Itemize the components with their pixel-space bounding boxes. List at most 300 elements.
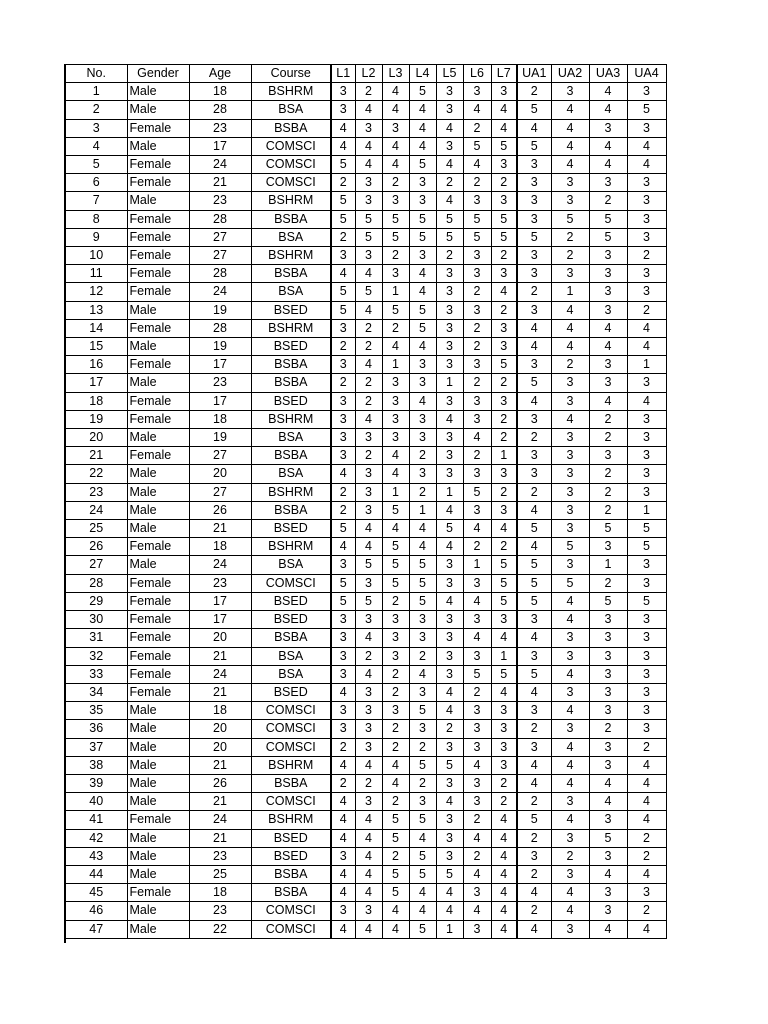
table-cell: 4 <box>409 902 436 920</box>
table-cell: 3 <box>463 920 491 938</box>
table-cell: 2 <box>517 902 551 920</box>
table-cell: 23 <box>189 374 251 392</box>
table-cell: 3 <box>517 210 551 228</box>
table-cell: 4 <box>463 520 491 538</box>
table-cell: 24 <box>189 156 251 174</box>
table-cell: 3 <box>436 101 463 119</box>
table-cell: 4 <box>463 902 491 920</box>
table-cell: 4 <box>355 137 382 155</box>
table-cell: 3 <box>491 192 517 210</box>
table-cell: 3 <box>551 192 589 210</box>
table-cell: 3 <box>355 174 382 192</box>
table-cell: 5 <box>355 228 382 246</box>
table-cell: 2 <box>382 592 409 610</box>
table-cell: BSBA <box>251 884 331 902</box>
table-cell: 2 <box>517 283 551 301</box>
table-cell: BSBA <box>251 447 331 465</box>
table-cell: 3 <box>589 356 627 374</box>
table-cell: 3 <box>627 174 666 192</box>
table-cell: 3 <box>627 702 666 720</box>
table-row <box>65 247 666 265</box>
table-cell: 4 <box>382 156 409 174</box>
table-cell: 4 <box>551 702 589 720</box>
table-cell: Male <box>127 847 189 865</box>
table-cell: 4 <box>409 665 436 683</box>
table-cell: 21 <box>189 647 251 665</box>
table-cell: 5 <box>517 137 551 155</box>
table-cell: 3 <box>517 647 551 665</box>
table-cell: 3 <box>355 611 382 629</box>
table-cell: 3 <box>551 520 589 538</box>
table-cell: 3 <box>589 902 627 920</box>
table-cell: 3 <box>436 83 463 101</box>
table-cell: 4 <box>463 101 491 119</box>
table-row <box>65 338 666 356</box>
table-cell: 4 <box>355 265 382 283</box>
table-cell: 3 <box>551 720 589 738</box>
table-cell: 3 <box>551 683 589 701</box>
table-cell: 1 <box>551 283 589 301</box>
table-cell: 4 <box>436 884 463 902</box>
table-cell: 4 <box>463 629 491 647</box>
table-cell: 3 <box>331 902 355 920</box>
table-cell: COMSCI <box>251 156 331 174</box>
table-cell: 4 <box>463 865 491 883</box>
table-cell: 5 <box>463 137 491 155</box>
table-cell: 3 <box>551 83 589 101</box>
table-cell: 3 <box>355 429 382 447</box>
table-cell: 4 <box>517 920 551 938</box>
table-cell: 4 <box>551 119 589 137</box>
table-cell: 4 <box>627 319 666 337</box>
table-cell: 27 <box>189 247 251 265</box>
table-cell: 2 <box>355 774 382 792</box>
table-cell: Female <box>127 683 189 701</box>
table-cell: Female <box>127 392 189 410</box>
table-cell: 4 <box>627 865 666 883</box>
table-cell: BSA <box>251 465 331 483</box>
table-row <box>65 210 666 228</box>
table-cell: 26 <box>65 538 127 556</box>
table-cell: 4 <box>517 392 551 410</box>
table-cell: 4 <box>517 338 551 356</box>
table-cell: 2 <box>551 356 589 374</box>
table-cell: 3 <box>463 647 491 665</box>
table-cell: 4 <box>355 538 382 556</box>
table-cell: 46 <box>65 902 127 920</box>
table-cell: 4 <box>409 119 436 137</box>
table-cell: 2 <box>463 174 491 192</box>
table-cell: 3 <box>409 410 436 428</box>
table-cell: 3 <box>589 247 627 265</box>
table-cell: 4 <box>331 829 355 847</box>
table-row <box>65 829 666 847</box>
table-cell: 4 <box>355 356 382 374</box>
table-cell: 4 <box>355 520 382 538</box>
table-cell: 3 <box>491 392 517 410</box>
table-cell: 29 <box>65 592 127 610</box>
table-cell: 30 <box>65 611 127 629</box>
table-cell: 1 <box>436 483 463 501</box>
column-header: L2 <box>355 65 382 83</box>
table-cell: 20 <box>65 429 127 447</box>
table-cell: 2 <box>627 829 666 847</box>
table-cell: 3 <box>463 192 491 210</box>
table-cell: 5 <box>331 301 355 319</box>
table-cell: 2 <box>382 665 409 683</box>
table-cell: 2 <box>436 174 463 192</box>
table-cell: 4 <box>436 592 463 610</box>
column-header: L6 <box>463 65 491 83</box>
table-cell: 3 <box>382 392 409 410</box>
table-cell: 4 <box>551 884 589 902</box>
table-row <box>65 738 666 756</box>
table-cell: 3 <box>382 429 409 447</box>
table-cell: 8 <box>65 210 127 228</box>
table-row <box>65 174 666 192</box>
table-cell: 28 <box>189 319 251 337</box>
table-cell: 4 <box>331 811 355 829</box>
table-cell: BSBA <box>251 865 331 883</box>
column-header: Age <box>189 65 251 83</box>
table-cell: 3 <box>463 884 491 902</box>
table-cell: 4 <box>463 592 491 610</box>
table-cell: 4 <box>589 338 627 356</box>
table-cell: BSED <box>251 829 331 847</box>
table-row <box>65 611 666 629</box>
table-cell: 2 <box>627 847 666 865</box>
table-cell: 3 <box>627 465 666 483</box>
table-cell: Male <box>127 465 189 483</box>
table-cell: 2 <box>355 83 382 101</box>
table-cell: 2 <box>491 483 517 501</box>
table-cell: 3 <box>517 447 551 465</box>
table-cell: 5 <box>409 702 436 720</box>
table-row <box>65 119 666 137</box>
table-cell: 4 <box>382 756 409 774</box>
table-cell: 3 <box>551 483 589 501</box>
table-cell: 40 <box>65 793 127 811</box>
table-cell: 3 <box>331 720 355 738</box>
table-cell: 2 <box>627 902 666 920</box>
table-cell: 4 <box>331 119 355 137</box>
table-cell: BSBA <box>251 374 331 392</box>
table-cell: 25 <box>65 520 127 538</box>
table-cell: Male <box>127 902 189 920</box>
table-cell: COMSCI <box>251 702 331 720</box>
table-cell: 5 <box>463 228 491 246</box>
table-cell: 22 <box>65 465 127 483</box>
table-cell: 3 <box>627 374 666 392</box>
table-cell: BSHRM <box>251 83 331 101</box>
table-cell: 4 <box>436 410 463 428</box>
table-cell: 20 <box>189 720 251 738</box>
table-row <box>65 137 666 155</box>
table-cell: 23 <box>189 192 251 210</box>
table-cell: 3 <box>409 356 436 374</box>
table-cell: 42 <box>65 829 127 847</box>
table-cell: 4 <box>551 592 589 610</box>
table-cell: 5 <box>463 665 491 683</box>
table-cell: 31 <box>65 629 127 647</box>
table-cell: 4 <box>627 756 666 774</box>
table-cell: 3 <box>627 283 666 301</box>
table-cell: 2 <box>491 429 517 447</box>
table-cell: 3 <box>463 720 491 738</box>
table-cell: 3 <box>331 356 355 374</box>
table-cell: Male <box>127 702 189 720</box>
table-cell: 4 <box>409 137 436 155</box>
table-cell: BSHRM <box>251 483 331 501</box>
table-cell: 3 <box>517 702 551 720</box>
table-cell: Male <box>127 137 189 155</box>
table-cell: 5 <box>409 556 436 574</box>
table-cell: 3 <box>409 683 436 701</box>
table-cell: 3 <box>409 611 436 629</box>
table-cell: 2 <box>382 174 409 192</box>
table-cell: Male <box>127 738 189 756</box>
table-cell: 33 <box>65 665 127 683</box>
table-cell: 5 <box>436 756 463 774</box>
table-cell: 5 <box>517 556 551 574</box>
table-cell: 5 <box>331 156 355 174</box>
table-cell: 3 <box>355 465 382 483</box>
table-cell: 4 <box>627 811 666 829</box>
table-cell: 5 <box>331 574 355 592</box>
table-cell: 4 <box>331 465 355 483</box>
table-cell: 4 <box>409 538 436 556</box>
table-cell: 2 <box>355 319 382 337</box>
table-cell: 5 <box>436 520 463 538</box>
table-cell: 2 <box>355 338 382 356</box>
table-cell: Male <box>127 501 189 519</box>
table-cell: 3 <box>382 265 409 283</box>
table-cell: 3 <box>409 429 436 447</box>
table-cell: 1 <box>436 920 463 938</box>
table-cell: 3 <box>627 192 666 210</box>
table-cell: 5 <box>589 228 627 246</box>
table-cell: 3 <box>551 392 589 410</box>
table-cell: 5 <box>517 592 551 610</box>
table-cell: 1 <box>436 374 463 392</box>
table-cell: 5 <box>491 574 517 592</box>
table-cell: 19 <box>65 410 127 428</box>
table-cell: 3 <box>551 265 589 283</box>
table-cell: 4 <box>355 756 382 774</box>
table-cell: 3 <box>491 319 517 337</box>
table-cell: 18 <box>189 83 251 101</box>
table-cell: 4 <box>409 101 436 119</box>
table-cell: 3 <box>589 847 627 865</box>
table-row <box>65 811 666 829</box>
table-cell: 4 <box>355 665 382 683</box>
table-cell: 2 <box>331 374 355 392</box>
table-cell: 3 <box>436 338 463 356</box>
table-cell: 3 <box>491 720 517 738</box>
table-cell: BSED <box>251 301 331 319</box>
table-cell: 3 <box>382 410 409 428</box>
table-cell: Female <box>127 174 189 192</box>
column-header: UA4 <box>627 65 666 83</box>
table-cell: 4 <box>355 101 382 119</box>
table-cell: 1 <box>627 356 666 374</box>
table-cell: 3 <box>409 465 436 483</box>
table-cell: 4 <box>491 847 517 865</box>
table-cell: 3 <box>436 392 463 410</box>
table-cell: 3 <box>463 574 491 592</box>
table-cell: 3 <box>517 738 551 756</box>
table-cell: 3 <box>436 738 463 756</box>
table-body <box>65 83 666 939</box>
table-cell: 4 <box>627 338 666 356</box>
table-cell: 5 <box>491 137 517 155</box>
table-cell: 5 <box>627 101 666 119</box>
column-header: UA1 <box>517 65 551 83</box>
table-cell: 4 <box>463 756 491 774</box>
table-cell: 4 <box>551 338 589 356</box>
table-cell: 4 <box>517 756 551 774</box>
table-row <box>65 392 666 410</box>
table-cell: 4 <box>627 137 666 155</box>
table-cell: 5 <box>517 665 551 683</box>
table-cell: 2 <box>382 738 409 756</box>
table-cell: 3 <box>409 247 436 265</box>
table-cell: 3 <box>382 647 409 665</box>
table-cell: 34 <box>65 683 127 701</box>
table-cell: BSED <box>251 847 331 865</box>
table-cell: 2 <box>551 247 589 265</box>
table-cell: 17 <box>189 356 251 374</box>
table-cell: 4 <box>355 410 382 428</box>
table-cell: 3 <box>589 265 627 283</box>
table-cell: 3 <box>463 465 491 483</box>
table-cell: 4 <box>355 301 382 319</box>
table-cell: 5 <box>551 574 589 592</box>
table-cell: Female <box>127 410 189 428</box>
table-cell: 3 <box>627 556 666 574</box>
table-cell: 3 <box>517 192 551 210</box>
table-cell: 3 <box>589 665 627 683</box>
table-cell: 2 <box>331 338 355 356</box>
table-cell: 3 <box>627 629 666 647</box>
table-cell: 3 <box>436 356 463 374</box>
table-cell: 3 <box>551 501 589 519</box>
table-cell: 2 <box>589 410 627 428</box>
table-cell: Male <box>127 865 189 883</box>
table-row <box>65 920 666 938</box>
table-cell: Male <box>127 301 189 319</box>
table-cell: 5 <box>589 210 627 228</box>
table-cell: 1 <box>409 501 436 519</box>
table-cell: 5 <box>517 520 551 538</box>
table-cell: 2 <box>491 374 517 392</box>
table-cell: 1 <box>491 447 517 465</box>
table-cell: 4 <box>491 902 517 920</box>
table-cell: 3 <box>436 829 463 847</box>
table-cell: 4 <box>627 793 666 811</box>
table-cell: 4 <box>355 156 382 174</box>
table-cell: 4 <box>517 683 551 701</box>
table-row <box>65 865 666 883</box>
table-cell: 4 <box>551 137 589 155</box>
table-cell: 3 <box>331 410 355 428</box>
table-cell: 20 <box>189 738 251 756</box>
table-row <box>65 283 666 301</box>
table-cell: 3 <box>627 483 666 501</box>
table-cell: 5 <box>331 283 355 301</box>
table-cell: 24 <box>189 283 251 301</box>
table-cell: 5 <box>517 811 551 829</box>
table-cell: 2 <box>409 738 436 756</box>
table-cell: 1 <box>382 283 409 301</box>
table-cell: 3 <box>589 811 627 829</box>
table-cell: Male <box>127 920 189 938</box>
table-cell: 4 <box>551 756 589 774</box>
table-row <box>65 265 666 283</box>
table-cell: 4 <box>491 101 517 119</box>
table-cell: 17 <box>65 374 127 392</box>
table-cell: 4 <box>382 83 409 101</box>
table-cell: Female <box>127 119 189 137</box>
table-cell: 3 <box>627 665 666 683</box>
table-cell: 5 <box>409 811 436 829</box>
table-cell: 5 <box>331 192 355 210</box>
column-header: L4 <box>409 65 436 83</box>
table-cell: 35 <box>65 702 127 720</box>
table-cell: Male <box>127 756 189 774</box>
table-cell: 10 <box>65 247 127 265</box>
table-cell: 2 <box>589 429 627 447</box>
table-cell: 3 <box>436 319 463 337</box>
table-cell: 3 <box>491 83 517 101</box>
table-cell: 4 <box>331 683 355 701</box>
table-cell: 21 <box>189 174 251 192</box>
table-cell: 3 <box>331 447 355 465</box>
table-cell: 4 <box>331 793 355 811</box>
table-cell: BSA <box>251 556 331 574</box>
table-cell: 2 <box>331 228 355 246</box>
table-cell: 4 <box>436 119 463 137</box>
table-cell: 2 <box>551 847 589 865</box>
table-cell: 5 <box>517 374 551 392</box>
table-cell: 24 <box>65 501 127 519</box>
table-cell: 2 <box>517 720 551 738</box>
table-cell: 5 <box>409 865 436 883</box>
table-cell: 4 <box>627 156 666 174</box>
table-cell: 2 <box>463 847 491 865</box>
table-cell: BSHRM <box>251 538 331 556</box>
table-cell: 4 <box>382 774 409 792</box>
table-cell: 3 <box>331 647 355 665</box>
table-cell: 1 <box>589 556 627 574</box>
table-cell: 5 <box>463 483 491 501</box>
table-cell: 3 <box>491 338 517 356</box>
table-cell: 2 <box>491 793 517 811</box>
table-cell: 3 <box>355 902 382 920</box>
table-cell: 4 <box>589 774 627 792</box>
table-cell: 5 <box>627 520 666 538</box>
table-row <box>65 429 666 447</box>
table-cell: 2 <box>331 174 355 192</box>
table-cell: 3 <box>436 647 463 665</box>
table-cell: 18 <box>189 884 251 902</box>
table-cell: 2 <box>65 101 127 119</box>
table-row <box>65 556 666 574</box>
table-cell: BSHRM <box>251 811 331 829</box>
table-cell: 4 <box>491 629 517 647</box>
table-cell: 4 <box>491 811 517 829</box>
table-cell: Female <box>127 538 189 556</box>
